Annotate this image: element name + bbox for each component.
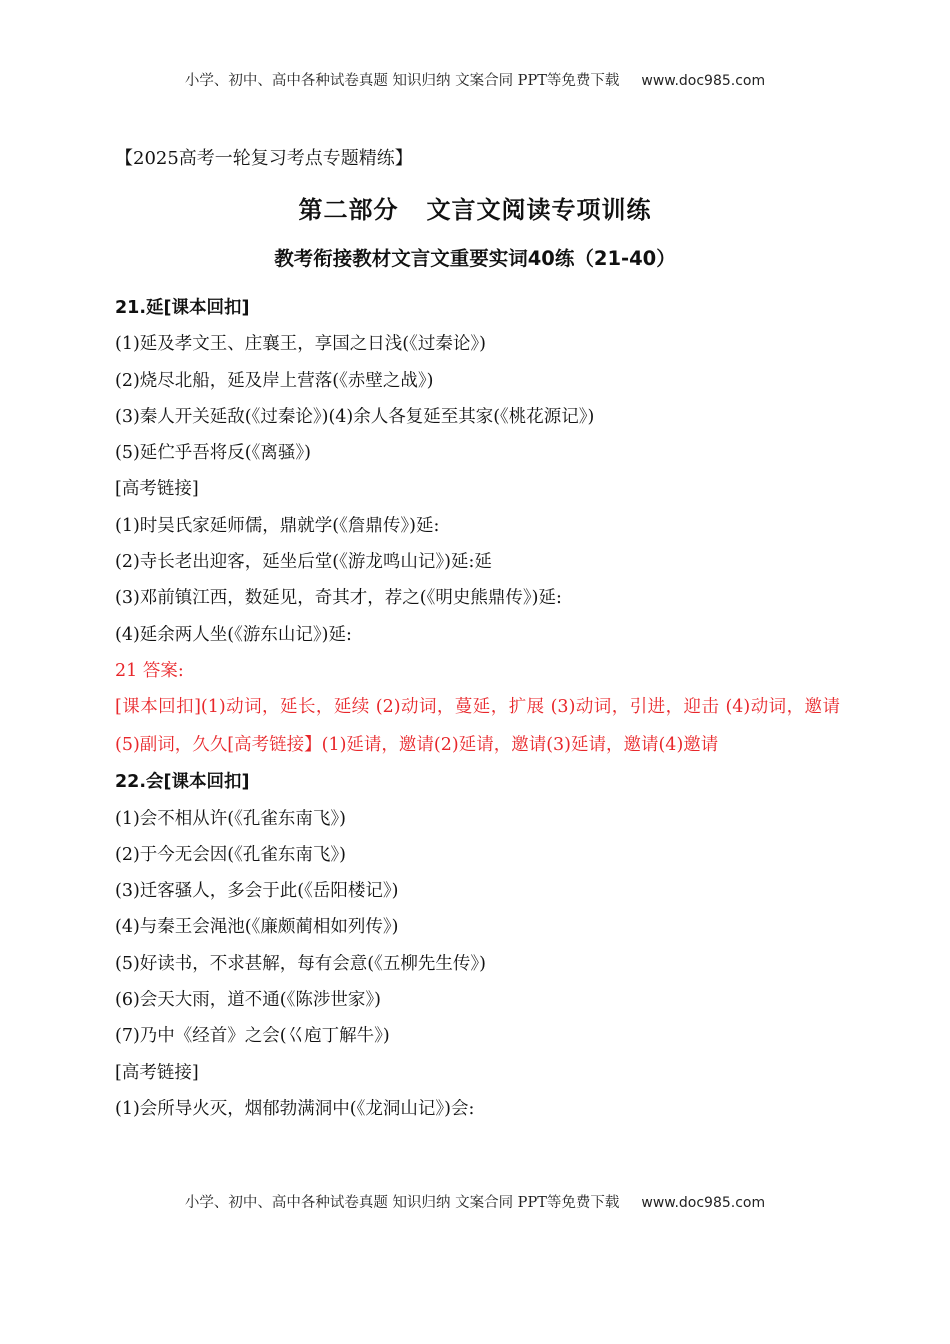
page-header [0, 69, 950, 90]
series-tag: 【2025高考一轮复习考点专题精练】 [115, 148, 413, 169]
q22-item: (7)乃中《经首》之会(巜庖丁解牛》) [115, 1026, 390, 1047]
header-text: 小学、初中、高中各种试卷真题 知识归纳 文案合同 PPT等免费下载 [184, 73, 620, 89]
q22-item: (4)与秦王会渑池(《廉颇蔺相如列传》) [115, 917, 399, 938]
header-site-link[interactable]: www.doc985.com [641, 73, 766, 89]
footer-text: 小学、初中、高中各种试卷真题 知识归纳 文案合同 PPT等免费下载 [184, 1195, 620, 1211]
footer-site-link[interactable]: www.doc985.com [641, 1195, 766, 1211]
q22-item: (1)会不相从许(《孔雀东南飞》) [115, 808, 346, 829]
page-footer [0, 1191, 950, 1212]
q22-link-label: [高考链接] [115, 1062, 199, 1083]
q22-item: (5)好读书，不求甚解，每有会意(《五柳先生传》) [115, 953, 486, 974]
q21-item: (3)秦人开关延敌(《过秦论》)(4)余人各复延至其家(《桃花源记》) [115, 406, 595, 427]
title-name: 文言文阅读专项训练 [426, 196, 652, 224]
q21-answer: [课本回扣](1)动词，延长，延续 (2)动词，蔓延，扩展 (3)动词，引进，迎击 (4)动词，邀请(5)副词，久久[高考链接】(1)延请，邀请(2)延请，邀请(3)延请，邀请(4)邀请 [115, 697, 840, 755]
q21-item: (1)延及孝文王、庄襄王，享国之日浅(《过秦论》) [115, 334, 486, 355]
page-subtitle: 教考衔接教材文言文重要实词40练（21-40） [274, 247, 676, 270]
q22-link: (1)会所导火灭，烟郁勃满洞中(《龙洞山记》)会: [115, 1098, 475, 1119]
q21-answer-label: 21 答案: [115, 660, 184, 681]
q21-heading: 21.延[课本回扣] [115, 298, 250, 318]
q22-item: (6)会天大雨，道不通(《陈涉世家》) [115, 990, 381, 1011]
q21-link: (3)邓前镇江西，数延见，奇其才，荐之(《明史熊鼎传》)延: [115, 588, 562, 609]
page-title [0, 190, 950, 225]
title-part: 第二部分 [298, 196, 399, 224]
q22-item: (3)迁客骚人，多会于此(《岳阳楼记》) [115, 881, 399, 902]
q21-link: (1)时吴氏家延师儒，鼎就学(《詹鼎传》)延: [115, 515, 440, 536]
q21-link-label: [高考链接] [115, 479, 199, 500]
document-body [115, 290, 840, 1127]
q22-item: (2)于今无会因(《孔雀东南飞》) [115, 844, 346, 865]
q21-link: (4)延余两人坐(《游东山记》)延: [115, 624, 352, 645]
q22-heading: 22.会[课本回扣] [115, 772, 250, 793]
q21-item: (2)烧尽北船，延及岸上营落(《赤壁之战》) [115, 370, 434, 391]
q21-link: (2)寺长老出迎客，延坐后堂(《游龙鸣山记》)延:延 [115, 552, 492, 573]
q21-item: (5)延伫乎吾将反(《离骚》) [115, 443, 311, 464]
